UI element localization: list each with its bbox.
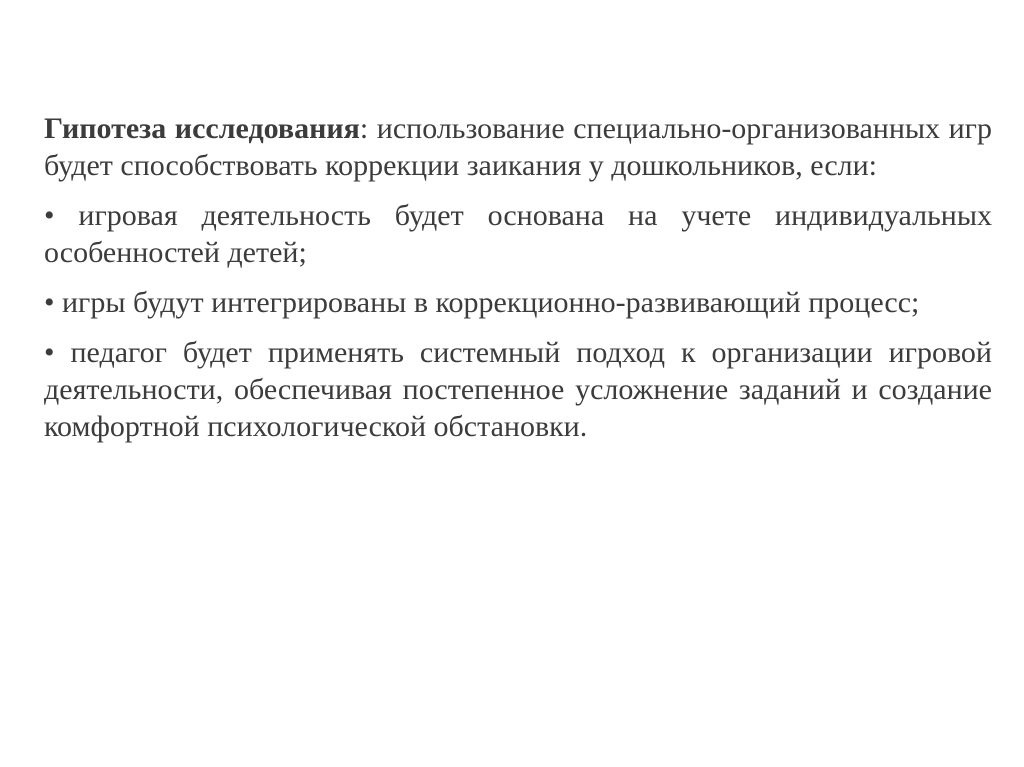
- hypothesis-text: использование специально-организованных игр будет способствовать коррекции заикания у дошкольников, если:: [44, 112, 992, 182]
- bullet-item: • педагог будет применять системный подход к организации игровой деятельности, обеспечивая постепенное усложнение заданий и создание комфортной психологической обстановки.: [44, 336, 992, 443]
- hypothesis-colon: :: [359, 112, 369, 145]
- bullet-item: • игры будут интегрированы в коррекционно-развивающий процесс;: [44, 286, 920, 319]
- slide-content: [44, 110, 992, 458]
- hypothesis-paragraph: [44, 110, 992, 184]
- hypothesis-term: Гипотеза исследования: [44, 112, 360, 145]
- bullet-item: • игровая деятельность будет основана на учете индивидуальных особенностей детей;: [44, 199, 992, 269]
